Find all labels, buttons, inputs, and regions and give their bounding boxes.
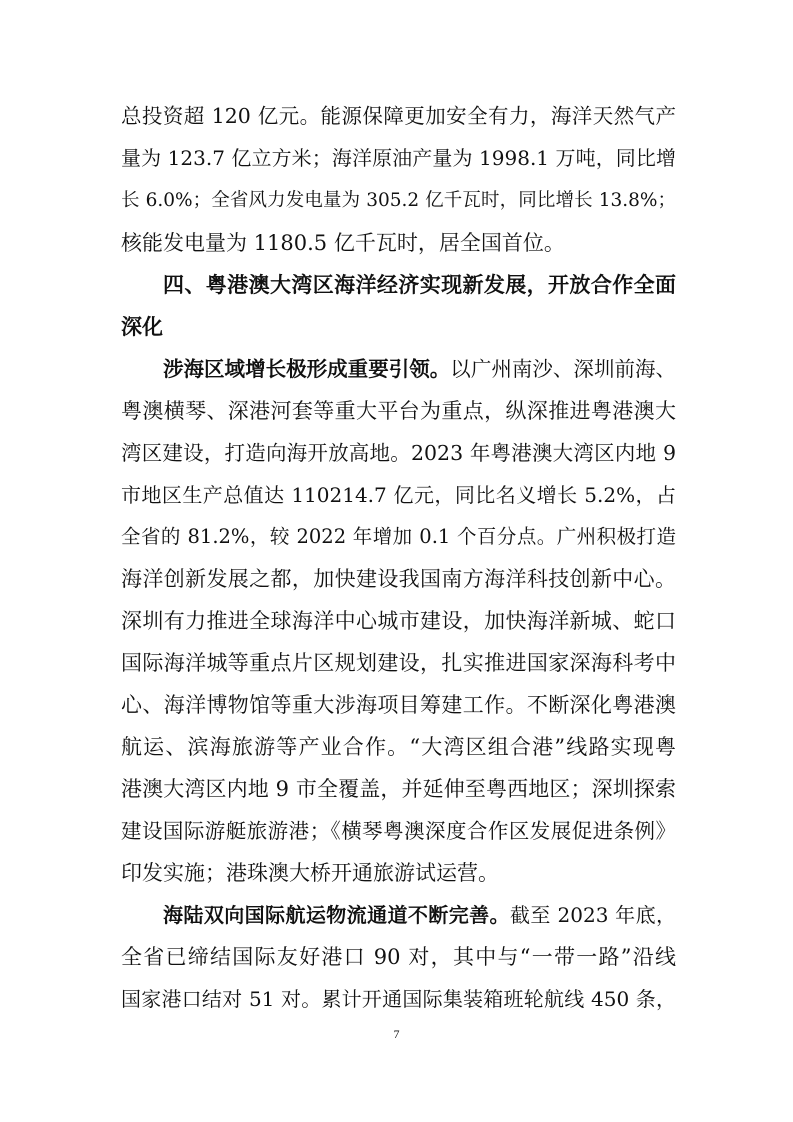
paragraph-line: 湾区建设，打造向海开放高地。2023 年粤港澳大湾区内地 9: [121, 441, 676, 465]
paragraph-text: 截至 2023 年底，: [509, 903, 676, 927]
paragraph-first-line: [163, 895, 676, 935]
paragraph-text: 以广州南沙、深圳前海、: [450, 357, 677, 381]
paragraph-line: 建设国际游艇旅游港；《横琴粤澳深度合作区发展促进条例》: [121, 819, 676, 843]
section-heading: 四、粤港澳大湾区海洋经济实现新发展，开放合作全面: [163, 272, 676, 297]
paragraph-line: 国家港口结对 51 对。累计开通国际集装箱班轮航线 450 条，: [121, 987, 676, 1011]
paragraph-line: 印发实施；港珠澳大桥开通旅游试运营。: [121, 861, 499, 885]
paragraph-lead: 涉海区域增长极形成重要引领。: [163, 357, 451, 381]
page-number: 7: [393, 1027, 400, 1041]
paragraph-line: 市地区生产总值达 110214.7 亿元，同比名义增长 5.2%，占: [121, 483, 676, 507]
paragraph-line: 深圳有力推进全球海洋中心城市建设，加快海洋新城、蛇口: [121, 609, 676, 633]
paragraph-line: 全省已缔结国际友好港口 90 对，其中与“一带一路”沿线: [121, 945, 676, 969]
paragraph-line: 核能发电量为 1180.5 亿千瓦时，居全国首位。: [121, 231, 565, 255]
paragraph-lead: 海陆双向国际航运物流通道不断完善。: [163, 903, 510, 927]
paragraph-line: 国际海洋城等重点片区规划建设，扎实推进国家深海科考中: [121, 651, 676, 675]
paragraph-line: 粤澳横琴、深港河套等重大平台为重点，纵深推进粤港澳大: [121, 399, 676, 423]
paragraph-line: 量为 123.7 亿立方米；海洋原油产量为 1998.1 万吨，同比增: [121, 146, 676, 170]
paragraph-line: 航运、滨海旅游等产业合作。“大湾区组合港”线路实现粤: [121, 735, 676, 759]
paragraph-line: 心、海洋博物馆等重大涉海项目筹建工作。不断深化粤港澳: [121, 693, 676, 717]
paragraph-line: 海洋创新发展之都，加快建设我国南方海洋科技创新中心。: [121, 567, 676, 591]
paragraph-line: 港澳大湾区内地 9 市全覆盖，并延伸至粤西地区；深圳探索: [121, 777, 676, 801]
paragraph-line: 全省的 81.2%，较 2022 年增加 0.1 个百分点。广州积极打造: [121, 525, 676, 548]
paragraph-line: 总投资超 120 亿元。能源保障更加安全有力，海洋天然气产: [121, 104, 676, 128]
paragraph-line: 长 6.0%；全省风力发电量为 305.2 亿千瓦时，同比增长 13.8%；: [121, 190, 676, 211]
paragraph-first-line: [163, 349, 676, 389]
section-heading: 深化: [121, 314, 163, 339]
